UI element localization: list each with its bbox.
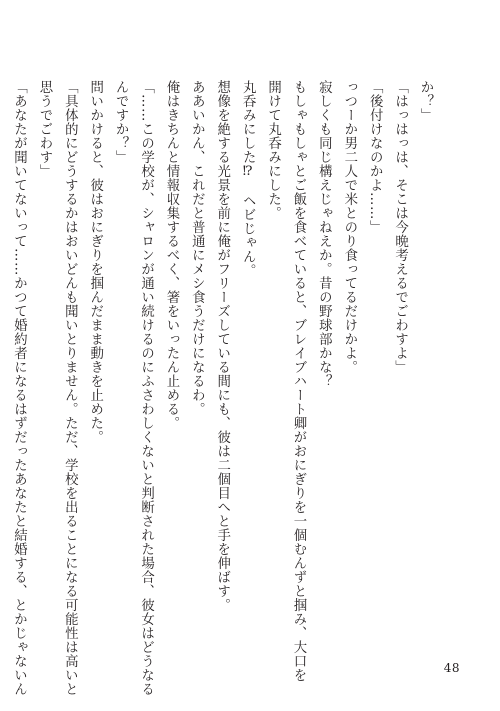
text-line: 「あなたが聞いてないって……かつて婚約者になるはずだったあなたと結婚する、とかじゃないん xyxy=(11,80,27,696)
text-line: 寂しくも同じ構えじゃねえか。昔の野球部かな？ xyxy=(316,80,332,388)
text-line: 「具体的にどうするかはおいどんも聞いとりません。ただ、学校を出ることになる可能性は高いと xyxy=(62,80,78,696)
text-line: 「はっはっは、そこは今晩考えるでごわすよ」 xyxy=(392,80,408,374)
vertical-text-body xyxy=(6,80,438,696)
text-line: ああいかん、これだと普通にメシ食うだけになるわ。 xyxy=(189,80,205,416)
text-line: 問いかけると、彼はおにぎりを掴んだまま動きを止めた。 xyxy=(87,80,103,444)
text-line: っつーか男二人で米とのり食ってるだけかよ。 xyxy=(341,80,357,374)
text-line: 俺はきちんと情報収集するべく、箸をいったん止める。 xyxy=(163,80,179,430)
text-line: か？」 xyxy=(418,80,433,122)
text-line: もしゃもしゃとご飯を食べていると、ブレイブハート卿がおにぎりを一個むんずと掴み、大口を xyxy=(290,80,306,682)
text-line: 「後付けなのかよ……」 xyxy=(367,80,383,234)
text-line: 「……この学校が、シャロンが通い続けるのにふさわしくないと判断された場合、彼女はどうなる xyxy=(138,80,154,696)
text-line: 丸呑みにした⁉ ヘビじゃん。 xyxy=(240,80,256,278)
page-number: 48 xyxy=(443,661,460,675)
text-line: 想像を絶する光景を前に俺がフリーズしている間にも、彼は二個目へと手を伸ばす。 xyxy=(214,80,230,612)
text-line: んですか？」 xyxy=(113,80,129,164)
text-line: 開けて丸呑みにした。 xyxy=(265,80,281,220)
text-line: 思うでごわす」 xyxy=(36,80,52,178)
